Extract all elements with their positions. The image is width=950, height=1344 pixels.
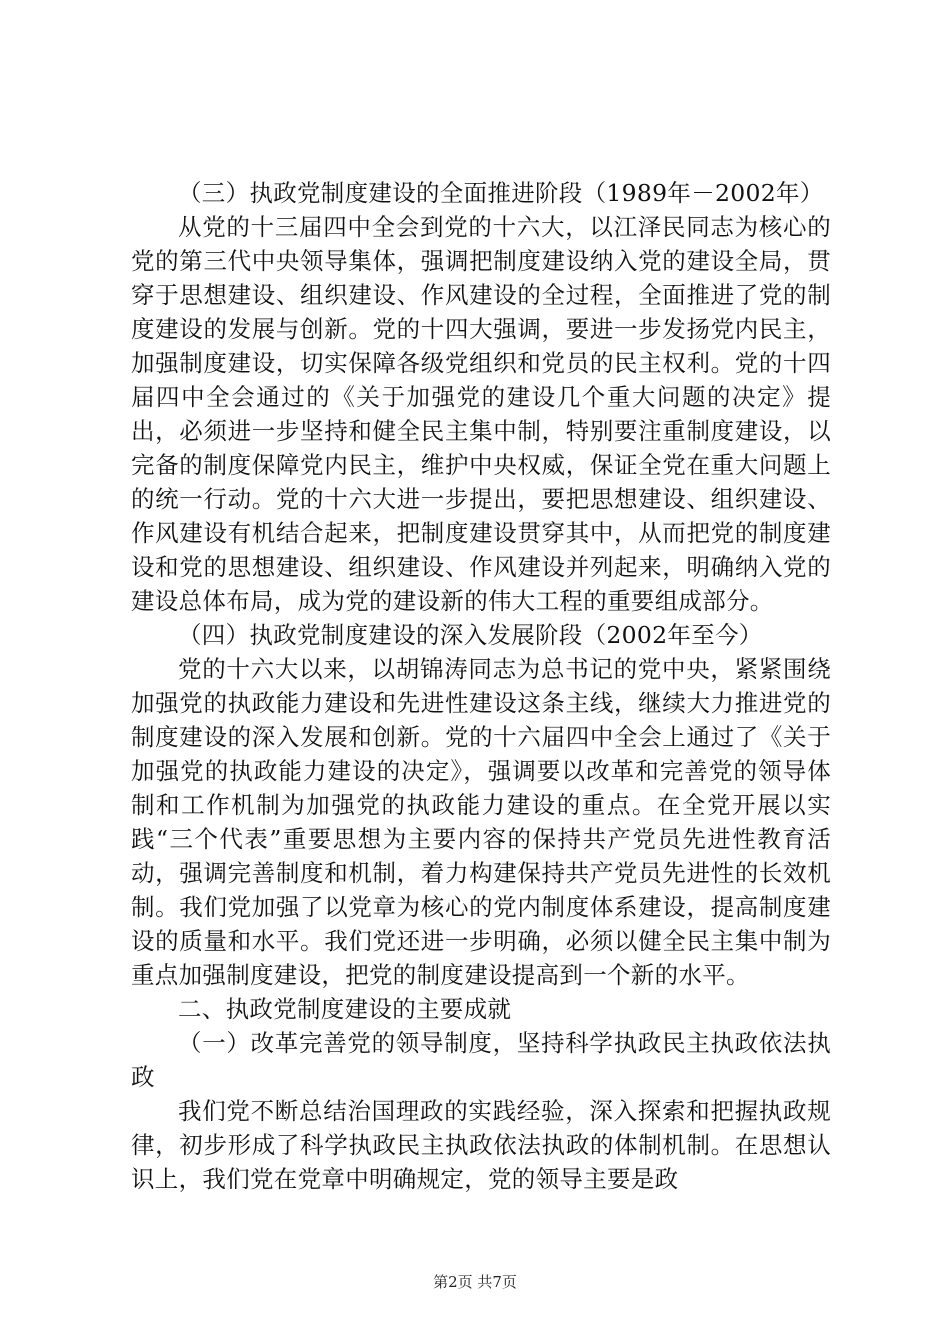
section-heading-3: （三）执政党制度建设的全面推进阶段（1989年－2002年）	[178, 179, 824, 207]
chapter-heading-2: 二、执政党制度建设的主要成就	[178, 995, 512, 1023]
document-body	[131, 176, 831, 1196]
section-heading-1: （一）改革完善党的领导制度，坚持科学执政民主执政依法执政	[131, 1029, 831, 1091]
paragraph-1: 从党的十三届四中全会到党的十六大，以江泽民同志为核心的党的第三代中央领导集体，强调把制度建设纳入党的建设全局，贯穿于思想建设、组织建设、作风建设的全过程，全面推进了党的制度建设的发展与创新。党的十四大强调，要进一步发扬党内民主，加强制度建设，切实保障各级党组织和党员的民主权利。党的十四届四中全会通过的《关于加强党的建设几个重大问题的决定》提出，必须进一步坚持和健全民主集中制，特别要注重制度建设，以完备的制度保障党内民主，维护中央权威，保证全党在重大问题上的统一行动。党的十六大进一步提出，要把思想建设、组织建设、作风建设有机结合起来，把制度建设贯穿其中，从而把党的制度建设和党的思想建设、组织建设、作风建设并列起来，明确纳入党的建设总体布局，成为党的建设新的伟大工程的重要组成部分。	[131, 213, 831, 615]
paragraph-2: 党的十六大以来，以胡锦涛同志为总书记的党中央，紧紧围绕加强党的执政能力建设和先进性建设这条主线，继续大力推进党的制度建设的深入发展和创新。党的十六届四中全会上通过了《关于加强党的执政能力建设的决定》，强调要以改革和完善党的领导体制和工作机制为加强党的执政能力建设的重点。在全党开展以实践“三个代表”重要思想为主要内容的保持共产党员先进性教育活动，强调完善制度和机制，着力构建保持共产党员先进性的长效机制。我们党加强了以党章为核心的党内制度体系建设，提高制度建设的质量和水平。我们党还进一步明确，必须以健全民主集中制为重点加强制度建设，把党的制度建设提高到一个新的水平。	[131, 655, 831, 989]
paragraph-3: 我们党不断总结治国理政的实践经验，深入探索和把握执政规律，初步形成了科学执政民主执政依法执政的体制机制。在思想认识上，我们党在党章中明确规定，党的领导主要是政	[131, 1097, 831, 1193]
section-heading-4: （四）执政党制度建设的深入发展阶段（2002年至今）	[178, 621, 763, 649]
page-number-footer: 第2页 共7页	[433, 1273, 517, 1291]
